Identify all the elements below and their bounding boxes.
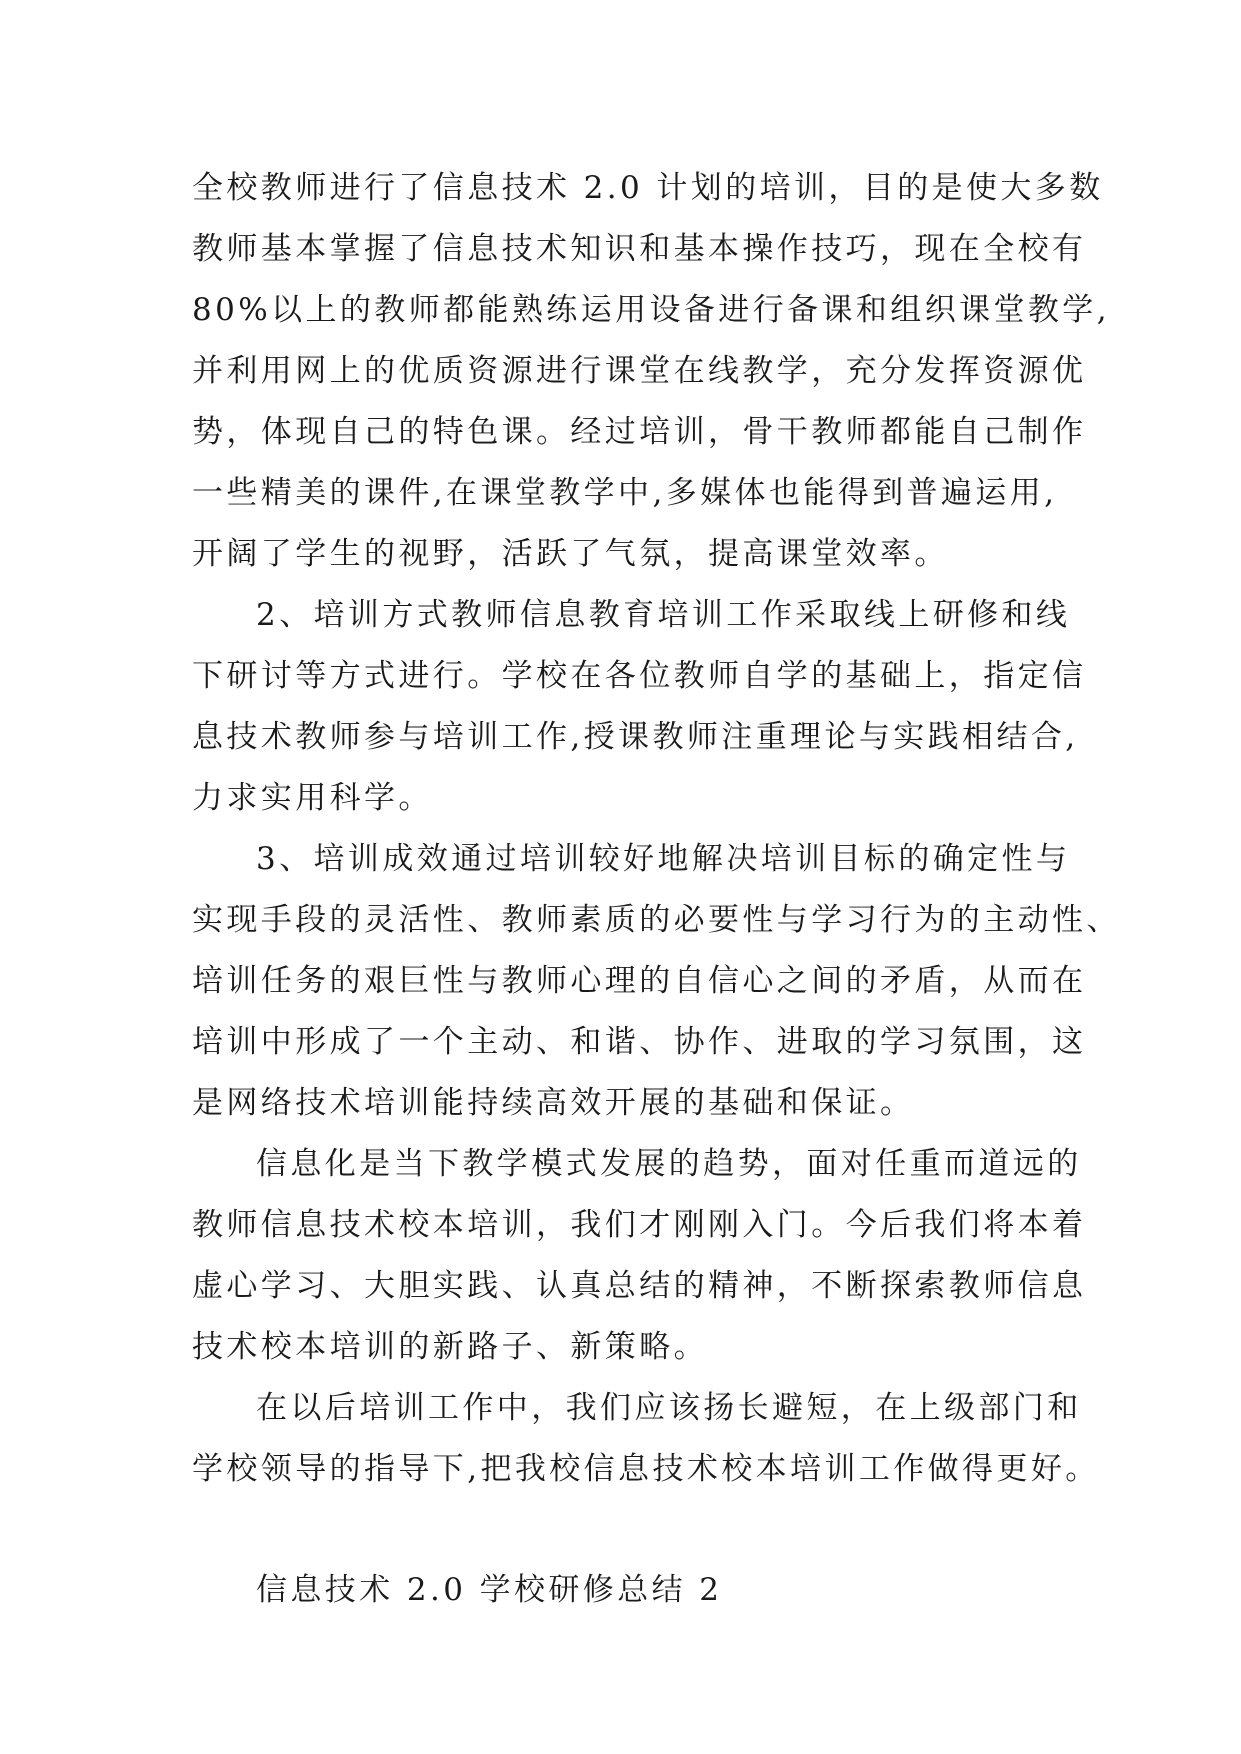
paragraph-line: 信息化是当下教学模式发展的趋势，面对任重而道远的 xyxy=(256,1146,1082,1182)
paragraph-line: 力求实用科学。 xyxy=(192,780,433,816)
paragraph-line: 在以后培训工作中，我们应该扬长避短，在上级部门和 xyxy=(256,1390,1082,1426)
paragraph-line: 培训中形成了一个主动、和谐、协作、进取的学习氛围，这 xyxy=(192,1024,1087,1060)
paragraph-line: 80%以上的教师都能熟练运用设备进行备课和组织课堂教学, xyxy=(192,292,1110,328)
paragraph-line: 2、培训方式教师信息教育培训工作采取线上研修和线 xyxy=(256,597,1071,633)
paragraph-line: 势，体现自己的特色课。经过培训，骨干教师都能自己制作 xyxy=(192,414,1087,450)
paragraph-line: 全校教师进行了信息技术 2.0 计划的培训，目的是使大多数 xyxy=(192,170,1104,206)
paragraph-line: 培训任务的艰巨性与教师心理的自信心之间的矛盾，从而在 xyxy=(192,963,1087,999)
paragraph-line: 开阔了学生的视野，活跃了气氛，提高课堂效率。 xyxy=(192,536,949,572)
paragraph-line: 下研讨等方式进行。学校在各位教师自学的基础上，指定信 xyxy=(192,658,1087,694)
paragraph-line: 一些精美的课件,在课堂教学中,多媒体也能得到普遍运用, xyxy=(192,475,1058,511)
paragraph-line: 实现手段的灵活性、教师素质的必要性与学习行为的主动性、 xyxy=(192,902,1121,938)
section-heading: 信息技术 2.0 学校研修总结 2 xyxy=(256,1572,723,1608)
paragraph-line: 教师基本掌握了信息技术知识和基本操作技巧，现在全校有 xyxy=(192,231,1087,267)
paragraph-line: 息技术教师参与培训工作,授课教师注重理论与实践相结合, xyxy=(192,719,1079,755)
paragraph-line: 技术校本培训的新路子、新策略。 xyxy=(192,1329,708,1365)
paragraph-line: 并利用网上的优质资源进行课堂在线教学，充分发挥资源优 xyxy=(192,353,1087,389)
paragraph-line: 教师信息技术校本培训，我们才刚刚入门。今后我们将本着 xyxy=(192,1207,1087,1243)
paragraph-line: 3、培训成效通过培训较好地解决培训目标的确定性与 xyxy=(256,841,1071,877)
paragraph-line: 学校领导的指导下,把我校信息技术校本培训工作做得更好。 xyxy=(192,1451,1100,1487)
paragraph-line: 虚心学习、大胆实践、认真总结的精神，不断探索教师信息 xyxy=(192,1268,1087,1304)
paragraph-line: 是网络技术培训能持续高效开展的基础和保证。 xyxy=(192,1085,915,1121)
